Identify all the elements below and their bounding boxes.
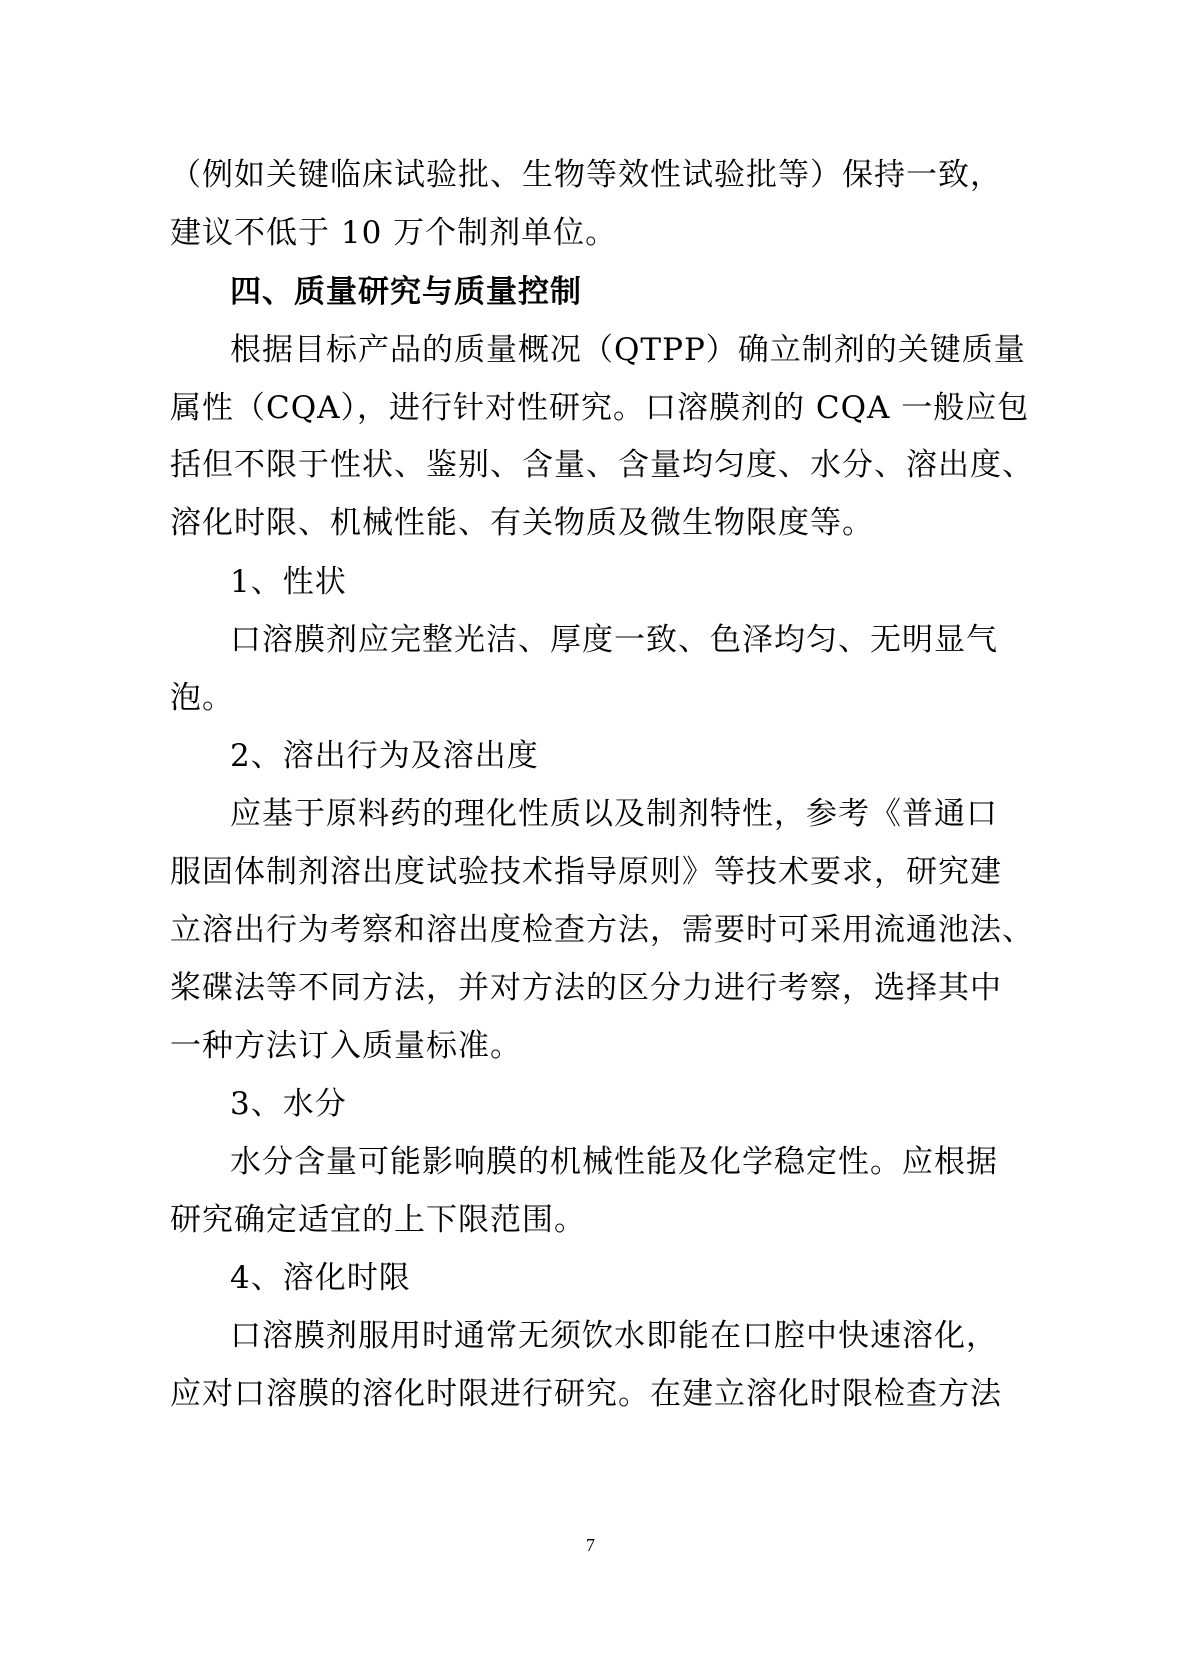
- text-line: 应对口溶膜的溶化时限进行研究。在建立溶化时限检查方法: [170, 1376, 1002, 1412]
- text-line: 属性（CQA），进行针对性研究。口溶膜剂的 CQA 一般应包: [170, 390, 1030, 426]
- text-line: 口溶膜剂应完整光洁、厚度一致、色泽均匀、无明显气: [230, 622, 998, 658]
- text-line: 一种方法订入质量标准。: [170, 1028, 522, 1064]
- text-line: （例如关键临床试验批、生物等效性试验批等）保持一致，: [170, 157, 1002, 193]
- text-line: 泡。: [170, 680, 234, 716]
- text-line: 服固体制剂溶出度试验技术指导原则》等技术要求，研究建: [170, 854, 1002, 890]
- text-line: 建议不低于 10 万个制剂单位。: [170, 215, 618, 251]
- text-line: 立溶出行为考察和溶出度检查方法，需要时可采用流通池法、: [170, 912, 1034, 948]
- text-line: 应基于原料药的理化性质以及制剂特性，参考《普通口: [230, 796, 998, 832]
- text-line: 研究确定适宜的上下限范围。: [170, 1202, 586, 1238]
- section-heading: 四、质量研究与质量控制: [230, 274, 582, 310]
- text-line: 括但不限于性状、鉴别、含量、含量均匀度、水分、溶出度、: [170, 447, 1034, 483]
- subsection-heading: 4、溶化时限: [230, 1260, 411, 1296]
- text-line: 水分含量可能影响膜的机械性能及化学稳定性。应根据: [230, 1144, 998, 1180]
- subsection-heading: 1、性状: [230, 564, 347, 600]
- text-line: 溶化时限、机械性能、有关物质及微生物限度等。: [170, 505, 874, 541]
- text-line: 桨碟法等不同方法，并对方法的区分力进行考察，选择其中: [170, 970, 1002, 1006]
- text-line: 口溶膜剂服用时通常无须饮水即能在口腔中快速溶化，: [230, 1318, 998, 1354]
- subsection-heading: 2、溶出行为及溶出度: [230, 738, 539, 774]
- subsection-heading: 3、水分: [230, 1086, 347, 1122]
- page-number: 7: [586, 1535, 595, 1555]
- text-line: 根据目标产品的质量概况（QTPP）确立制剂的关键质量: [230, 332, 1026, 368]
